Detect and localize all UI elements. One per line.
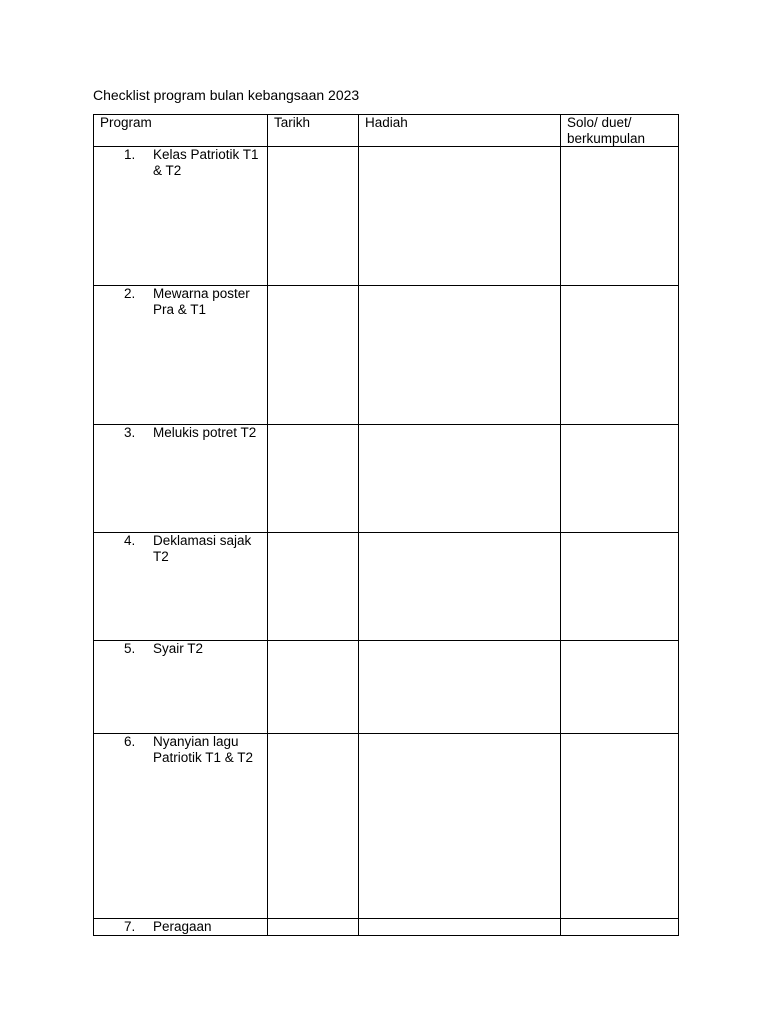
program-name: Mewarna poster Pra & T1 <box>153 286 250 317</box>
row-number: 3. <box>124 425 136 440</box>
hadiah-cell <box>359 147 561 286</box>
row-number: 5. <box>124 641 136 656</box>
row-number: 7. <box>124 919 136 934</box>
row-number: 6. <box>124 734 136 749</box>
program-cell <box>94 641 268 734</box>
header-solo: Solo/ duet/ berkumpulan <box>561 115 679 147</box>
table-row <box>94 286 679 425</box>
program-cell <box>94 286 268 425</box>
tarikh-cell <box>268 919 359 936</box>
header-tarikh: Tarikh <box>268 115 359 147</box>
row-number: 1. <box>124 147 136 162</box>
program-cell <box>94 919 268 936</box>
table-header-row <box>94 115 679 147</box>
program-name: Kelas Patriotik T1 & T2 <box>153 147 259 178</box>
program-name: Nyanyian lagu Patriotik T1 & T2 <box>153 734 254 765</box>
solo-cell <box>561 641 679 734</box>
program-name: Peragaan <box>153 919 212 934</box>
row-number: 4. <box>124 533 136 548</box>
tarikh-cell <box>268 533 359 641</box>
table-row <box>94 533 679 641</box>
hadiah-cell <box>359 641 561 734</box>
table-row <box>94 425 679 533</box>
solo-cell <box>561 286 679 425</box>
hadiah-cell <box>359 533 561 641</box>
program-cell <box>94 734 268 919</box>
checklist-table <box>93 114 679 936</box>
page-title: Checklist program bulan kebangsaan 2023 <box>93 87 360 103</box>
tarikh-cell <box>268 147 359 286</box>
table-row <box>94 147 679 286</box>
header-program: Program <box>94 115 268 147</box>
tarikh-cell <box>268 641 359 734</box>
hadiah-cell <box>359 734 561 919</box>
program-cell <box>94 147 268 286</box>
solo-cell <box>561 425 679 533</box>
program-name: Syair T2 <box>153 641 204 656</box>
program-name: Deklamasi sajak T2 <box>153 533 252 564</box>
table-row <box>94 919 679 936</box>
solo-cell <box>561 533 679 641</box>
solo-cell <box>561 734 679 919</box>
hadiah-cell <box>359 425 561 533</box>
hadiah-cell <box>359 919 561 936</box>
table-row <box>94 641 679 734</box>
header-hadiah: Hadiah <box>359 115 561 147</box>
row-number: 2. <box>124 286 136 301</box>
table-row <box>94 734 679 919</box>
tarikh-cell <box>268 286 359 425</box>
solo-cell <box>561 919 679 936</box>
program-cell <box>94 425 268 533</box>
tarikh-cell <box>268 425 359 533</box>
program-cell <box>94 533 268 641</box>
solo-cell <box>561 147 679 286</box>
hadiah-cell <box>359 286 561 425</box>
program-name: Melukis potret T2 <box>153 425 257 440</box>
tarikh-cell <box>268 734 359 919</box>
